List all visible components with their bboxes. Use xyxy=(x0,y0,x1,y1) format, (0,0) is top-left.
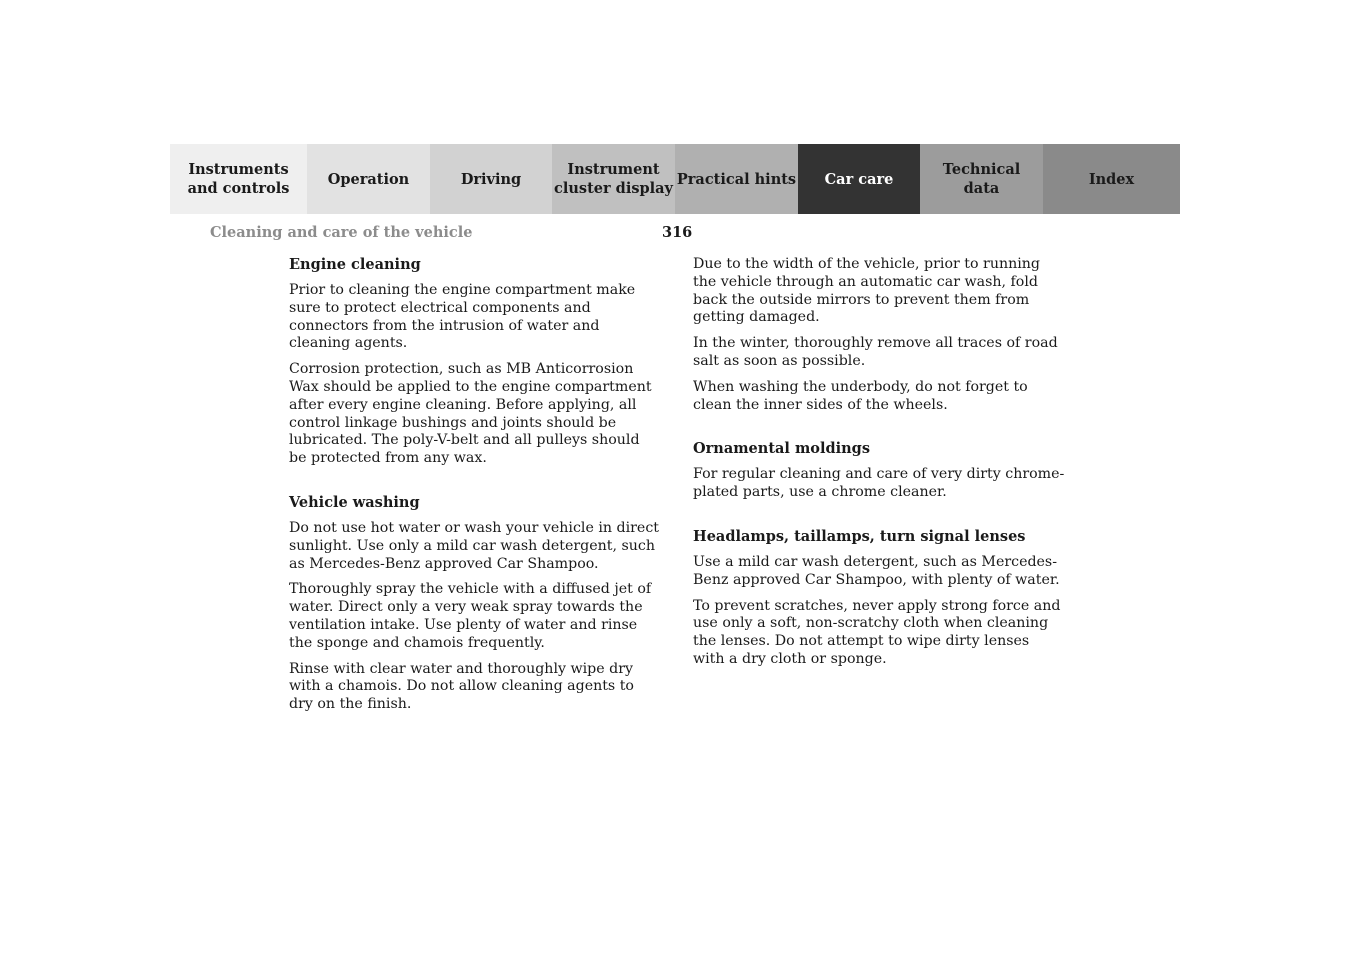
vehicle-washing-heading: Vehicle washing xyxy=(289,493,420,511)
lamps-heading: Headlamps, taillamps, turn signal lenses xyxy=(693,527,1026,545)
tab-operation[interactable]: Operation xyxy=(307,144,430,214)
vehicle-washing-paragraph-3: Rinse with clear water and thoroughly wipe dry with a chamois. Do not allow cleaning agents to dry on the finish. xyxy=(289,660,634,713)
tab-car-care[interactable]: Car care xyxy=(798,144,920,214)
tab-driving[interactable]: Driving xyxy=(430,144,552,214)
engine-cleaning-paragraph-1: Prior to cleaning the engine compartment make sure to protect electrical components and connectors from the intrusion of water and cleaning agents. xyxy=(289,282,636,352)
ornamental-moldings-paragraph: For regular cleaning and care of very dirty chrome-plated parts, use a chrome cleaner. xyxy=(693,466,1065,501)
tab-instrument-cluster-display[interactable]: Instrument cluster display xyxy=(552,144,675,214)
lamps-paragraph-2: To prevent scratches, never apply strong force and use only a soft, non-scratchy cloth when cleaning the lenses. Do not attempt to wipe dirty lenses with a dry cloth or sponge. xyxy=(693,597,1061,667)
vehicle-washing-paragraph-1: Do not use hot water or wash your vehicle in direct sunlight. Use only a mild car wash detergent, such as Mercedes-Benz approved Car Shampoo. xyxy=(289,519,659,572)
ornamental-moldings-heading: Ornamental moldings xyxy=(693,440,870,458)
underbody-paragraph: When washing the underbody, do not forget to clean the inner sides of the wheels. xyxy=(693,378,1028,413)
tab-instruments-and-controls[interactable]: Instruments and controls xyxy=(170,144,307,214)
lamps-paragraph-1: Use a mild car wash detergent, such as Mercedes-Benz approved Car Shampoo, with plenty of water. xyxy=(693,553,1060,588)
chapter-tab-bar xyxy=(170,144,1180,214)
road-salt-paragraph: In the winter, thoroughly remove all traces of road salt as soon as possible. xyxy=(693,335,1058,369)
tab-index[interactable]: Index xyxy=(1043,144,1180,214)
tab-technical-data[interactable]: Technical data xyxy=(920,144,1043,214)
engine-cleaning-heading: Engine cleaning xyxy=(289,256,421,273)
engine-cleaning-paragraph-2: Corrosion protection, such as MB Anticorrosion Wax should be applied to the engine compartment after every engine cleaning. Before applying, all control linkage bushings and joints should be lubricated. The poly-V-belt and all pulleys should be protected from any wax. xyxy=(289,361,652,467)
vehicle-washing-paragraph-2: Thoroughly spray the vehicle with a diffused jet of water. Direct only a very weak spray towards the ventilation intake. Use plenty of water and rinse the sponge and chamois frequently. xyxy=(289,581,652,651)
page-number: 316 xyxy=(662,224,693,241)
section-title: Cleaning and care of the vehicle xyxy=(210,224,473,241)
tab-practical-hints[interactable]: Practical hints xyxy=(675,144,798,214)
car-wash-mirrors-paragraph: Due to the width of the vehicle, prior to running the vehicle through an automatic car wash, fold back the outside mirrors to prevent them from getting damaged. xyxy=(693,256,1040,326)
right-column xyxy=(693,256,1065,677)
left-column xyxy=(289,256,661,722)
